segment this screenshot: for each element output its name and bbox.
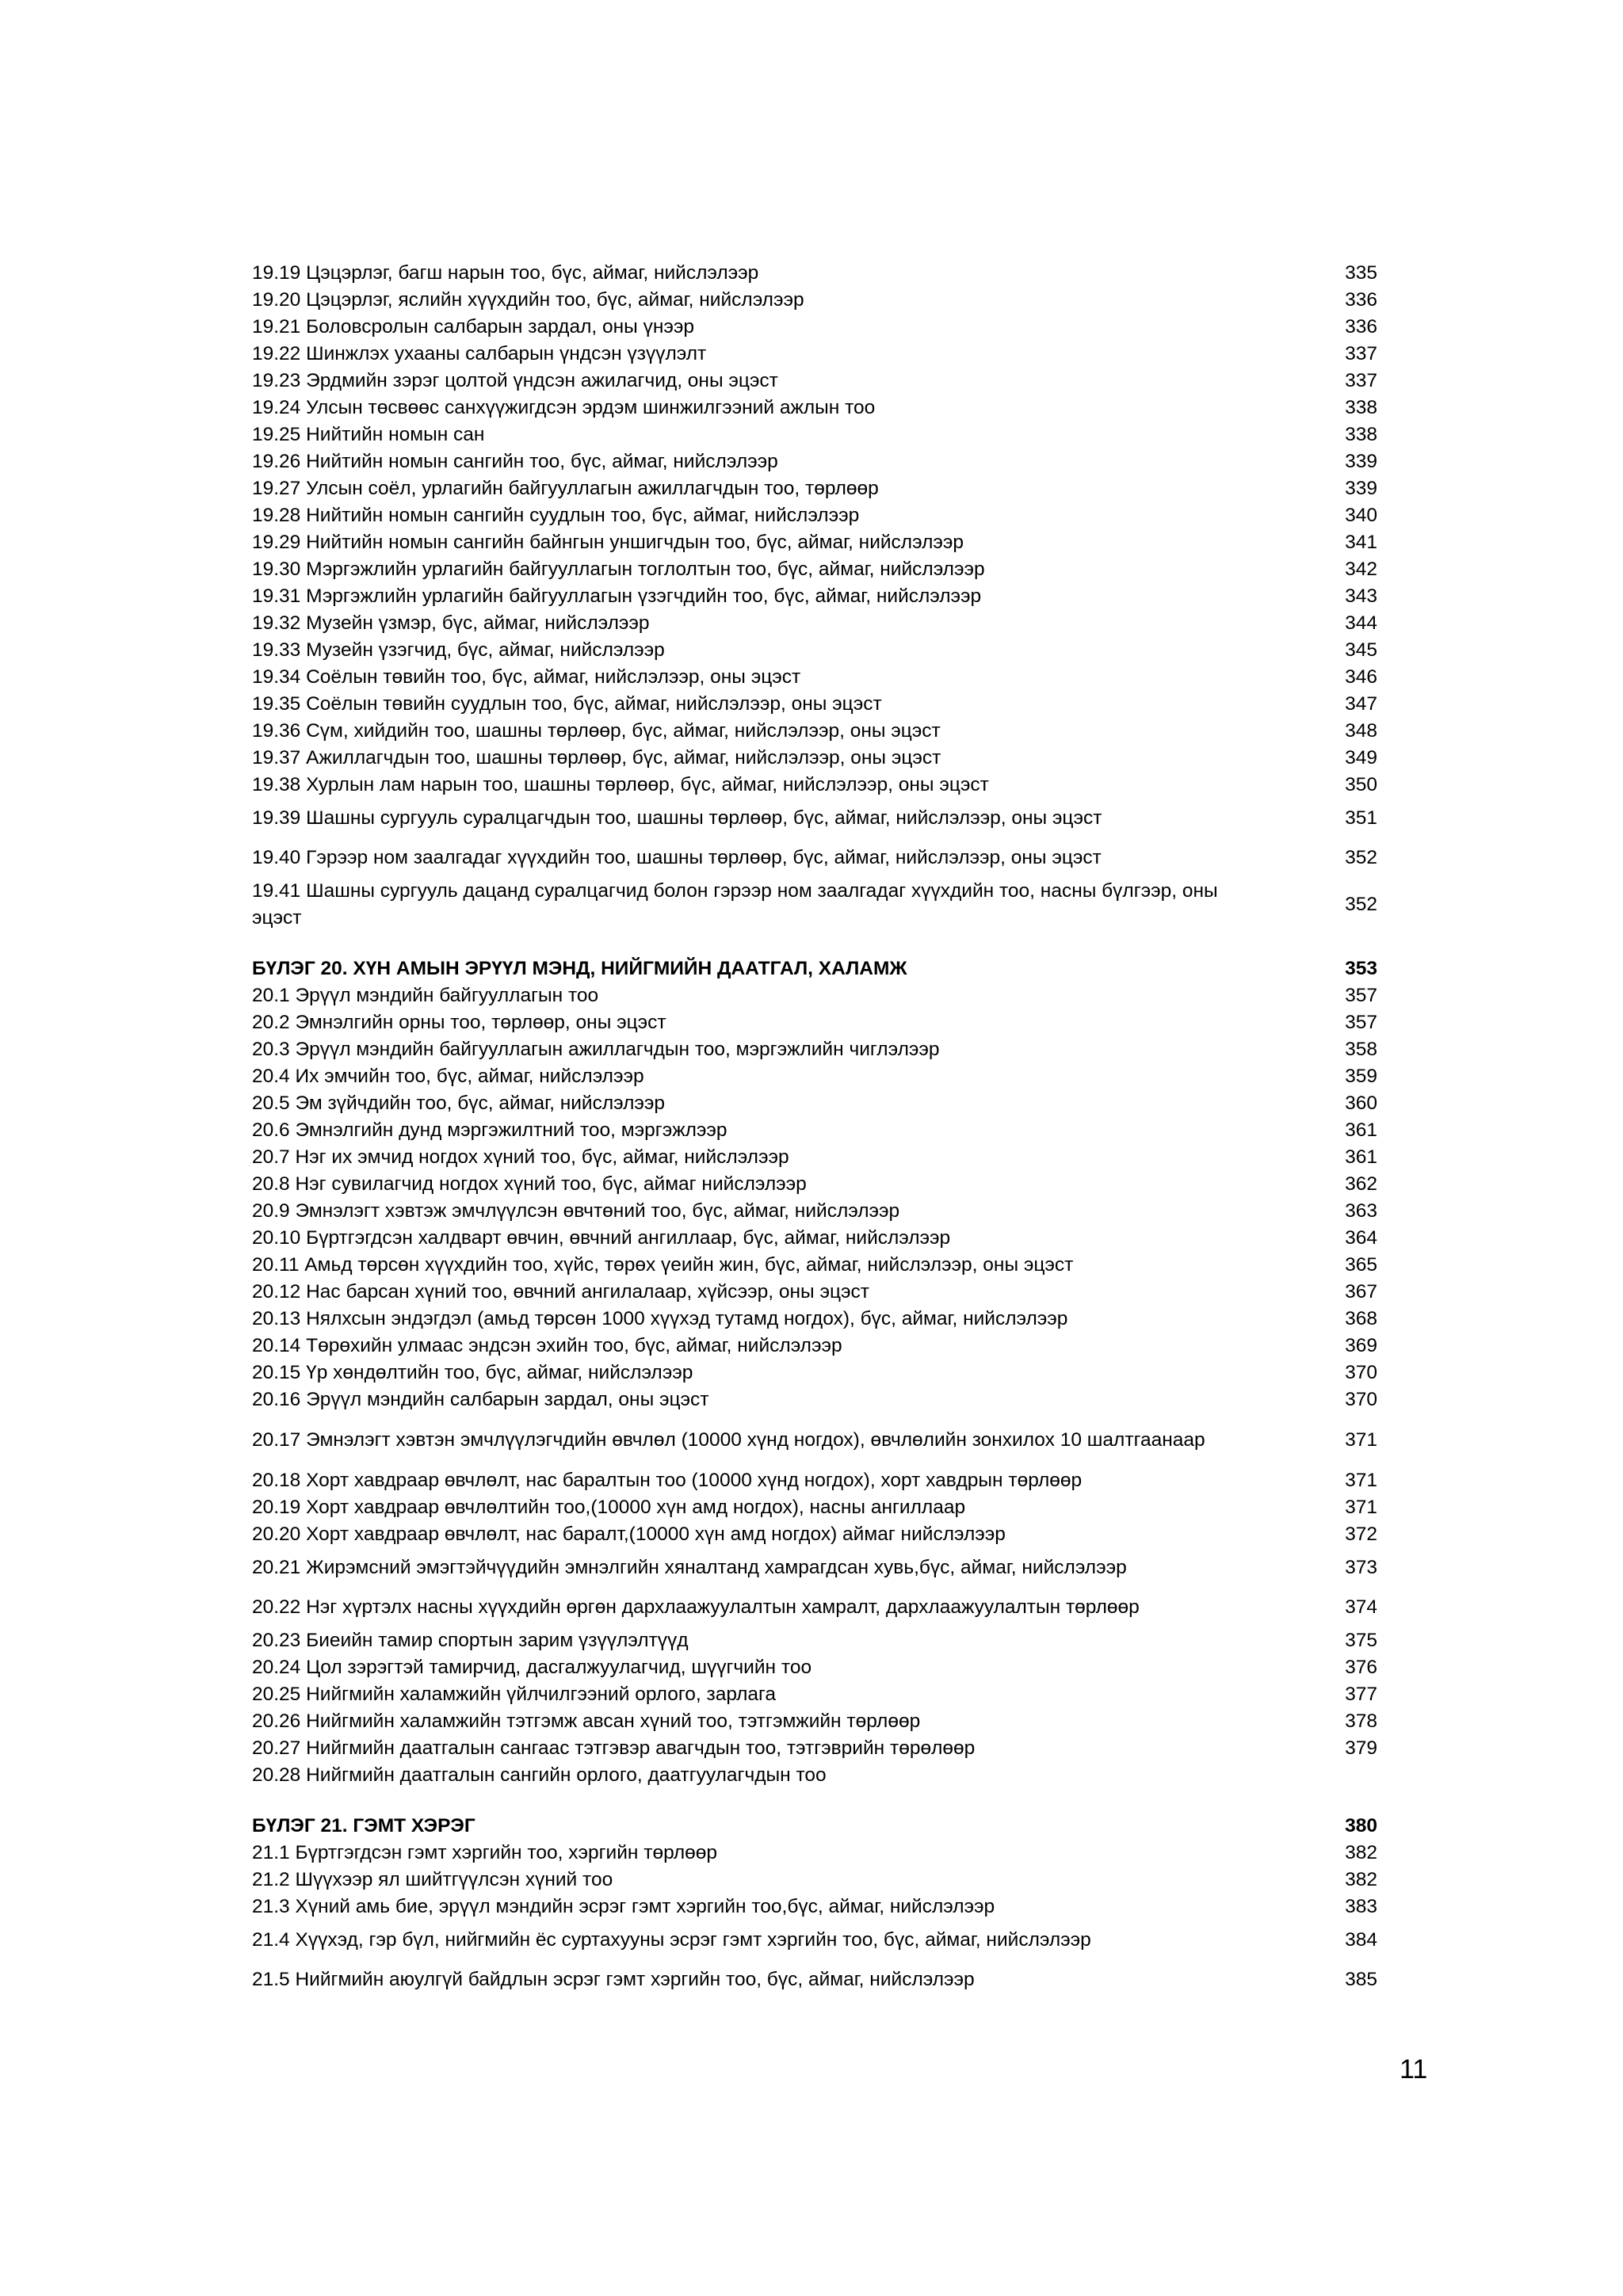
toc-entry-page: 343 xyxy=(1345,585,1377,607)
toc-entry xyxy=(252,1494,1377,1521)
toc-entry xyxy=(252,1548,1377,1588)
toc-entry-title: 20.1 Эрүүл мэндийн байгууллагын тоо xyxy=(252,985,599,1006)
toc-entry xyxy=(252,1117,1377,1144)
toc-entry-title: 21.5 Нийгмийн аюулгүй байдлын эсрэг гэмт хэргийн тоо, бүс, аймаг, нийслэлээр xyxy=(252,1969,975,1990)
table-of-contents xyxy=(252,260,1377,2000)
toc-entry-title: 20.19 Хорт хавдраар өвчлөлтийн тоо,(10000 хүн амд ногдох), насны ангиллаар xyxy=(252,1497,966,1518)
toc-entry-page: 339 xyxy=(1345,478,1377,499)
section-gap xyxy=(252,932,1377,955)
toc-entry-page: 336 xyxy=(1345,289,1377,311)
toc-entry-title: 20.11 Амьд төрсөн хүүхдийн тоо, хүйс, төрөх үеийн жин, бүс, аймаг, нийслэлээр, оны эцэст xyxy=(252,1254,1074,1276)
toc-entry xyxy=(252,448,1377,475)
toc-entry-title: 19.37 Ажиллагчдын тоо, шашны төрлөөр, бүс, аймаг, нийслэлээр, оны эцэст xyxy=(252,747,941,769)
toc-entry-page: 372 xyxy=(1345,1524,1377,1545)
toc-entry-title: 20.2 Эмнэлгийн орны тоо, төрлөөр, оны эцэст xyxy=(252,1012,666,1033)
toc-entry xyxy=(252,1144,1377,1171)
toc-entry-page: 352 xyxy=(1345,894,1377,915)
toc-entry xyxy=(252,664,1377,691)
toc-entry-page: 385 xyxy=(1345,1969,1377,1990)
toc-entry-page: 367 xyxy=(1345,1281,1377,1302)
toc-entry-page: 370 xyxy=(1345,1362,1377,1383)
toc-entry-title: 19.22 Шинжлэх ухааны салбарын үндсэн үзүүлэлт xyxy=(252,343,707,364)
toc-entry xyxy=(252,691,1377,718)
toc-entry-page: 376 xyxy=(1345,1657,1377,1678)
toc-entry-title: 19.41 Шашны сургууль дацанд суралцагчид болон гэрээр ном заалгадаг хүүхдийн тоо, насны бүлгээр, оны эцэст xyxy=(252,880,1218,929)
toc-entry xyxy=(252,745,1377,772)
toc-entry xyxy=(252,260,1377,287)
toc-entry xyxy=(252,502,1377,529)
toc-entry-title: 20.7 Нэг их эмчид ногдох хүний тоо, бүс, аймаг, нийслэлээр xyxy=(252,1146,789,1168)
toc-entry-page: 350 xyxy=(1345,774,1377,795)
toc-entry-page: 353 xyxy=(1345,958,1377,979)
toc-entry-page: 357 xyxy=(1345,1012,1377,1033)
toc-entry-page: 344 xyxy=(1345,612,1377,634)
toc-entry-page: 345 xyxy=(1345,639,1377,661)
toc-entry-title: 20.3 Эрүүл мэндийн байгууллагын ажиллагчдын тоо, мэргэжлийн чиглэлээр xyxy=(252,1039,940,1060)
toc-entry-title: 20.16 Эрүүл мэндийн салбарын зардал, оны эцэст xyxy=(252,1389,709,1410)
toc-entry-title: 19.34 Соёлын төвийн тоо, бүс, аймаг, нийслэлээр, оны эцэст xyxy=(252,666,801,688)
toc-entry-page: 371 xyxy=(1345,1429,1377,1451)
toc-entry xyxy=(252,1171,1377,1198)
toc-entry-page: 338 xyxy=(1345,397,1377,418)
toc-entry-page: 362 xyxy=(1345,1173,1377,1195)
toc-entry-title: 19.28 Нийтийн номын сангийн суудлын тоо, бүс, аймаг, нийслэлээр xyxy=(252,505,860,526)
toc-entry-page: 347 xyxy=(1345,693,1377,715)
toc-entry xyxy=(252,1627,1377,1654)
toc-entry-page: 338 xyxy=(1345,424,1377,445)
toc-entry-title: 20.8 Нэг сувилагчид ногдох хүний тоо, бүс, аймаг нийслэлээр xyxy=(252,1173,807,1195)
toc-entry-title: 21.4 Хүүхэд, гэр бүл, нийгмийн ёс суртахууны эсрэг гэмт хэргийн тоо, бүс, аймаг, нийслэлээр xyxy=(252,1929,1091,1951)
toc-entry-page: 374 xyxy=(1345,1596,1377,1618)
toc-entry xyxy=(252,1654,1377,1681)
toc-entry-title: 19.36 Сүм, хийдийн тоо, шашны төрлөөр, бүс, аймаг, нийслэлээр, оны эцэст xyxy=(252,720,941,742)
toc-entry xyxy=(252,1386,1377,1413)
toc-entry xyxy=(252,421,1377,448)
toc-entry-page: 368 xyxy=(1345,1308,1377,1329)
toc-entry-page: 382 xyxy=(1345,1869,1377,1890)
toc-entry-title: 19.23 Эрдмийн зэрэг цолтой үндсэн ажилагчид, оны эцэст xyxy=(252,370,778,391)
toc-entry-page: 375 xyxy=(1345,1630,1377,1651)
toc-entry-page: 377 xyxy=(1345,1684,1377,1705)
toc-entry-page: 361 xyxy=(1345,1119,1377,1141)
toc-entry-title: 20.6 Эмнэлгийн дунд мэргэжилтний тоо, мэргэжлээр xyxy=(252,1119,727,1141)
toc-entry xyxy=(252,475,1377,502)
toc-entry xyxy=(252,529,1377,556)
toc-entry-page: 337 xyxy=(1345,343,1377,364)
toc-entry-title: 19.40 Гэрээр ном заалгадаг хүүхдийн тоо, шашны төрлөөр, бүс, аймаг, нийслэлээр, оны эцэст xyxy=(252,847,1102,868)
toc-entry-title: 19.38 Хурлын лам нарын тоо, шашны төрлөөр, бүс, аймаг, нийслэлээр, оны эцэст xyxy=(252,774,989,795)
toc-entry xyxy=(252,583,1377,610)
toc-entry-page: 370 xyxy=(1345,1389,1377,1410)
toc-entry xyxy=(252,1920,1377,1960)
toc-entry xyxy=(252,1413,1377,1467)
toc-entry-page: 342 xyxy=(1345,559,1377,580)
toc-entry-title: 19.27 Улсын соёл, урлагийн байгууллагын ажиллагчдын тоо, төрлөөр xyxy=(252,478,879,499)
toc-entry xyxy=(252,341,1377,368)
toc-entry-page: 336 xyxy=(1345,316,1377,338)
toc-entry xyxy=(252,637,1377,664)
toc-entry-title: 19.33 Музейн үзэгчид, бүс, аймаг, нийслэлээр xyxy=(252,639,665,661)
toc-entry-page: 364 xyxy=(1345,1227,1377,1249)
toc-entry xyxy=(252,314,1377,341)
toc-entry-title: 21.2 Шүүхээр ял шийтгүүлсэн хүний тоо xyxy=(252,1869,613,1890)
toc-entry-page: 346 xyxy=(1345,666,1377,688)
toc-entry xyxy=(252,1252,1377,1279)
toc-entry xyxy=(252,1306,1377,1333)
toc-entry-title: 19.26 Нийтийн номын сангийн тоо, бүс, аймаг, нийслэлээр xyxy=(252,451,778,472)
toc-entry-page: 380 xyxy=(1345,1815,1377,1836)
toc-entry xyxy=(252,1960,1377,2000)
toc-entry-title: 19.30 Мэргэжлийн урлагийн байгууллагын тоглолтын тоо, бүс, аймаг, нийслэлээр xyxy=(252,559,985,580)
toc-entry-title: 19.39 Шашны сургууль суралцагчдын тоо, шашны төрлөөр, бүс, аймаг, нийслэлээр, оны эцэст xyxy=(252,807,1102,829)
toc-entry xyxy=(252,1588,1377,1627)
chapter-heading xyxy=(252,1813,1377,1840)
toc-entry-title: 19.19 Цэцэрлэг, багш нарын тоо, бүс, аймаг, нийслэлээр xyxy=(252,262,759,284)
toc-entry-title: 20.25 Нийгмийн халамжийн үйлчилгээний орлого, зарлага xyxy=(252,1684,777,1705)
chapter-heading xyxy=(252,955,1377,982)
toc-entry-title: БҮЛЭГ 20. ХҮН АМЫН ЭРҮҮЛ МЭНД, НИЙГМИЙН ДААТГАЛ, ХАЛАМЖ xyxy=(252,958,907,979)
toc-entry-page: 363 xyxy=(1345,1200,1377,1222)
toc-entry xyxy=(252,1360,1377,1386)
toc-entry-page: 352 xyxy=(1345,847,1377,868)
toc-entry-title: 19.25 Нийтийн номын сан xyxy=(252,424,485,445)
toc-entry-page: 369 xyxy=(1345,1335,1377,1356)
toc-entry xyxy=(252,1681,1377,1708)
toc-entry-page: 337 xyxy=(1345,370,1377,391)
toc-entry xyxy=(252,1867,1377,1894)
toc-entry-title: 20.12 Нас барсан хүний тоо, өвчний ангилалаар, хүйсээр, оны эцэст xyxy=(252,1281,869,1302)
toc-entry xyxy=(252,395,1377,421)
toc-entry xyxy=(252,610,1377,637)
toc-entry-page: 358 xyxy=(1345,1039,1377,1060)
toc-entry xyxy=(252,1467,1377,1494)
toc-entry-title: 20.26 Нийгмийн халамжийн тэтгэмж авсан хүний тоо, тэтгэмжийн төрлөөр xyxy=(252,1711,921,1732)
toc-entry-title: 20.13 Нялхсын эндэгдэл (амьд төрсөн 1000 хүүхэд тутамд ногдох), бүс, аймаг, нийслэлээр xyxy=(252,1308,1068,1329)
toc-entry xyxy=(252,718,1377,745)
toc-entry-page: 384 xyxy=(1345,1929,1377,1951)
toc-entry xyxy=(252,1063,1377,1090)
toc-entry xyxy=(252,838,1377,878)
toc-entry xyxy=(252,1735,1377,1762)
toc-entry-title: 20.27 Нийгмийн даатгалын сангаас тэтгэвэр авагчдын тоо, тэтгэврийн төрөлөөр xyxy=(252,1737,976,1759)
toc-entry-title: БҮЛЭГ 21. ГЭМТ ХЭРЭГ xyxy=(252,1815,475,1836)
toc-entry-title: 20.15 Үр хөндөлтийн тоо, бүс, аймаг, нийслэлээр xyxy=(252,1362,693,1383)
section-gap xyxy=(252,1789,1377,1813)
toc-entry-title: 20.24 Цол зэрэгтэй тамирчид, дасгалжуулагчид, шүүгчийн тоо xyxy=(252,1657,812,1678)
toc-entry xyxy=(252,1894,1377,1920)
toc-entry-page: 340 xyxy=(1345,505,1377,526)
toc-entry xyxy=(252,878,1377,932)
toc-entry-title: 20.28 Нийгмийн даатгалын сангийн орлого, даатгуулагчдын тоо xyxy=(252,1764,827,1786)
toc-entry xyxy=(252,1090,1377,1117)
toc-entry-page: 361 xyxy=(1345,1146,1377,1168)
toc-entry-title: 20.18 Хорт хавдраар өвчлөлт, нас баралтын тоо (10000 хүнд ногдох), хорт хавдрын төрлөөр xyxy=(252,1470,1083,1491)
toc-entry-title: 20.5 Эм зүйчдийн тоо, бүс, аймаг, нийслэлээр xyxy=(252,1093,666,1114)
toc-entry-page: 359 xyxy=(1345,1066,1377,1087)
toc-entry-page: 341 xyxy=(1345,532,1377,553)
toc-entry xyxy=(252,1279,1377,1306)
toc-entry-title: 20.9 Эмнэлэгт хэвтэж эмчлүүлсэн өвчтөний тоо, бүс, аймаг, нийслэлээр xyxy=(252,1200,900,1222)
toc-entry-page: 351 xyxy=(1345,807,1377,829)
toc-entry xyxy=(252,1708,1377,1735)
toc-entry xyxy=(252,556,1377,583)
toc-entry-page: 378 xyxy=(1345,1711,1377,1732)
toc-entry-title: 19.31 Мэргэжлийн урлагийн байгууллагын үзэгчдийн тоо, бүс, аймаг, нийслэлээр xyxy=(252,585,982,607)
toc-entry-page: 373 xyxy=(1345,1557,1377,1578)
toc-entry-title: 19.29 Нийтийн номын сангийн байнгын уншигчдын тоо, бүс, аймаг, нийслэлээр xyxy=(252,532,964,553)
toc-entry-title: 20.4 Их эмчийн тоо, бүс, аймаг, нийслэлээр xyxy=(252,1066,644,1087)
toc-entry xyxy=(252,1225,1377,1252)
toc-entry-page: 371 xyxy=(1345,1497,1377,1518)
toc-entry-title: 20.23 Биеийн тамир спортын зарим үзүүлэлтүүд xyxy=(252,1630,689,1651)
toc-entry xyxy=(252,1762,1377,1789)
toc-entry xyxy=(252,1521,1377,1548)
toc-entry xyxy=(252,1198,1377,1225)
toc-entry-page: 383 xyxy=(1345,1896,1377,1917)
toc-entry-page: 382 xyxy=(1345,1842,1377,1863)
toc-entry-page: 349 xyxy=(1345,747,1377,769)
toc-entry-page: 348 xyxy=(1345,720,1377,742)
toc-entry-title: 20.21 Жирэмсний эмэгтэйчүүдийн эмнэлгийн хяналтанд хамрагдсан хувь,бүс, аймаг, нийслэлээр xyxy=(252,1557,1127,1578)
toc-entry-page: 339 xyxy=(1345,451,1377,472)
page-number: 11 xyxy=(1400,2054,1428,2084)
toc-entry xyxy=(252,1009,1377,1036)
toc-entry-title: 19.35 Соёлын төвийн суудлын тоо, бүс, аймаг, нийслэлээр, оны эцэст xyxy=(252,693,882,715)
toc-entry-page: 371 xyxy=(1345,1470,1377,1491)
toc-entry-page: 335 xyxy=(1345,262,1377,284)
toc-entry xyxy=(252,1036,1377,1063)
toc-entry xyxy=(252,1333,1377,1360)
toc-entry-title: 21.3 Хүний амь бие, эрүүл мэндийн эсрэг гэмт хэргийн тоо,бүс, аймаг, нийслэлээр xyxy=(252,1896,995,1917)
toc-entry xyxy=(252,772,1377,799)
toc-entry-title: 20.14 Төрөхийн улмаас эндсэн эхийн тоо, бүс, аймаг, нийслэлээр xyxy=(252,1335,842,1356)
toc-entry-page: 365 xyxy=(1345,1254,1377,1276)
toc-entry xyxy=(252,799,1377,838)
toc-entry-page: 360 xyxy=(1345,1093,1377,1114)
toc-entry xyxy=(252,1840,1377,1867)
toc-entry-title: 21.1 Бүртгэгдсэн гэмт хэргийн тоо, хэргийн төрлөөр xyxy=(252,1842,718,1863)
toc-entry-title: 20.22 Нэг хүртэлх насны хүүхдийн өргөн дархлаажуулалтын хамралт, дархлаажуулалтын төрлөөр xyxy=(252,1596,1140,1618)
toc-entry-page: 379 xyxy=(1345,1737,1377,1759)
toc-entry-title: 19.20 Цэцэрлэг, яслийн хүүхдийн тоо, бүс, аймаг, нийслэлээр xyxy=(252,289,804,311)
toc-entry xyxy=(252,982,1377,1009)
toc-entry-title: 20.20 Хорт хавдраар өвчлөлт, нас баралт,(10000 хүн амд ногдох) аймаг нийслэлээр xyxy=(252,1524,1006,1545)
toc-entry xyxy=(252,287,1377,314)
toc-entry-title: 19.24 Улсын төсвөөс санхүүжигдсэн эрдэм шинжилгээний ажлын тоо xyxy=(252,397,876,418)
toc-entry xyxy=(252,368,1377,395)
toc-entry-title: 19.32 Музейн үзмэр, бүс, аймаг, нийслэлээр xyxy=(252,612,650,634)
toc-entry-title: 20.17 Эмнэлэгт хэвтэн эмчлүүлэгчдийн өвчлөл (10000 хүнд ногдох), өвчлөлийн зонхилох 10 шалтгаанаар xyxy=(252,1429,1205,1451)
toc-entry-title: 20.10 Бүртгэгдсэн халдварт өвчин, өвчний ангиллаар, бүс, аймаг, нийслэлээр xyxy=(252,1227,951,1249)
toc-entry-page: 357 xyxy=(1345,985,1377,1006)
toc-entry-title: 19.21 Боловсролын салбарын зардал, оны үнээр xyxy=(252,316,694,338)
